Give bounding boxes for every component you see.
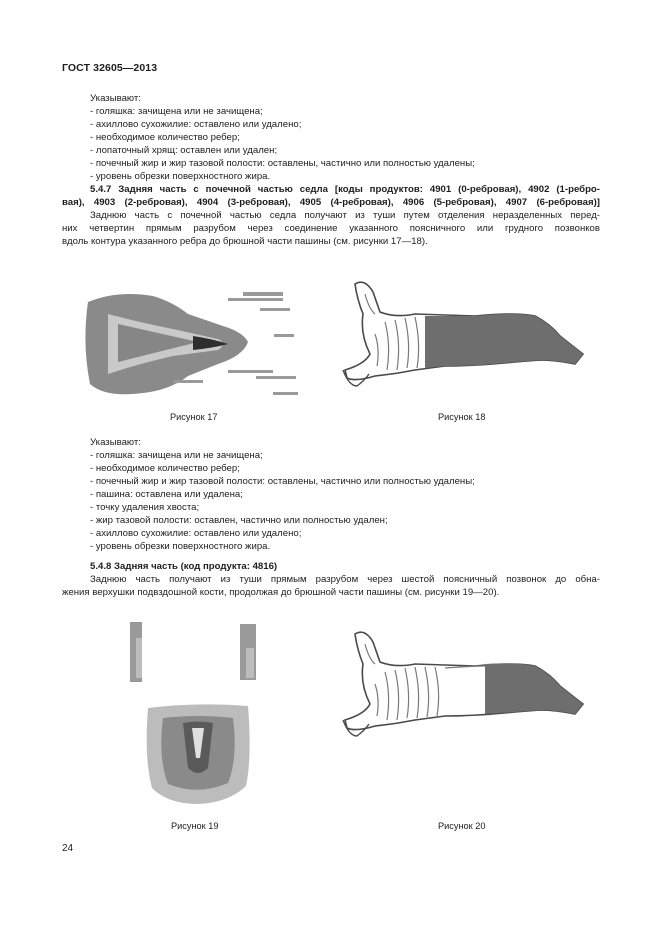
figure-17-image: [78, 284, 308, 404]
figure-20-image: [335, 624, 590, 744]
list-item: - ахиллово сухожилие: оставлено или удалено;: [90, 119, 302, 130]
figure-19-image: [128, 618, 268, 813]
list-item: - пашина: оставлена или удалена;: [90, 489, 243, 500]
list-item: - необходимое количество ребер;: [90, 463, 240, 474]
list-item: - жир тазовой полости: оставлен, частично или полностью удален;: [90, 515, 388, 526]
paragraph-line: Заднюю часть получают из туши прямым разрубом через шестой поясничный позвонок до обна-: [90, 574, 600, 585]
list-intro: Указывают:: [90, 437, 141, 448]
section-5-4-8: [62, 560, 600, 599]
paragraph-line: них четвертин прямым разрубом через соединение указанного поясничного или грудного позвонков: [62, 223, 600, 234]
section-heading: 5.4.7 Задняя часть с почечной частью седла [коды продуктов: 4901 (0-ребровая), 4902 (1-ребро-: [90, 184, 600, 195]
list-item: - почечный жир и жир тазовой полости: оставлены, частично или полностью удалены;: [90, 158, 475, 169]
paragraph-line: жения верхушки подвздошной кости, продолжая до брюшной части пашины (см. рисунки 19—20).: [62, 587, 500, 598]
paragraph-line: Заднюю часть с почечной частью седла получают из туши путем отделения неразделенных перед-: [90, 210, 600, 221]
figure-17-caption: Рисунок 17: [170, 412, 218, 422]
page-number: 24: [62, 843, 74, 854]
figure-18-caption: Рисунок 18: [438, 412, 486, 422]
list-item: - голяшка: зачищена или не зачищена;: [90, 450, 263, 461]
list-item: - почечный жир и жир тазовой полости: оставлены, частично или полностью удалены;: [90, 476, 475, 487]
figure-20-caption: Рисунок 20: [438, 821, 486, 831]
figure-19-caption: Рисунок 19: [171, 821, 219, 831]
list-item: - уровень обрезки поверхностного жира.: [90, 171, 271, 182]
list-item: - лопаточный хрящ: оставлен или удален;: [90, 145, 278, 156]
section-heading-cont: вая), 4903 (2-ребровая), 4904 (3-ребровая), 4905 (4-ребровая), 4906 (5-ребровая), 4907 (6-ребровая)]: [62, 197, 600, 208]
requirements-list-1: [62, 92, 600, 183]
list-item: - необходимое количество ребер;: [90, 132, 240, 143]
section-heading: 5.4.8 Задняя часть (код продукта: 4816): [90, 561, 278, 572]
list-item: - голяшка: зачищена или не зачищена;: [90, 106, 263, 117]
list-item: - ахиллово сухожилие: оставлено или удалено;: [90, 528, 302, 539]
list-item: - точку удаления хвоста;: [90, 502, 200, 513]
list-intro: Указывают:: [90, 93, 141, 104]
list-item: - уровень обрезки поверхностного жира.: [90, 541, 271, 552]
figure-18-image: [335, 274, 590, 394]
requirements-list-2: [62, 436, 600, 553]
section-5-4-7: [62, 183, 600, 248]
document-header: ГОСТ 32605—2013: [62, 62, 158, 74]
paragraph-line: вдоль контура указанного ребра до брюшной части пашины (см. рисунки 17—18).: [62, 236, 428, 247]
